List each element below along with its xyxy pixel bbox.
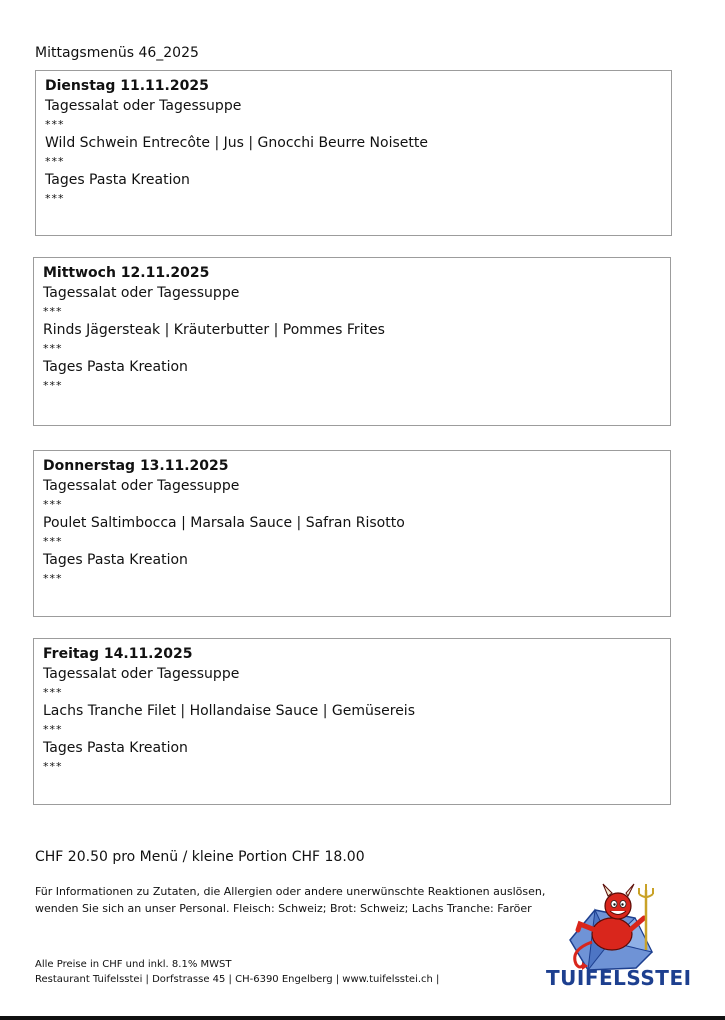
allergen-info: [35, 883, 555, 917]
footer-vat-note: Alle Preise in CHF und inkl. 8.1% MWST: [35, 959, 232, 970]
menu-starter: Tagessalat oder Tagessuppe: [43, 285, 240, 301]
menu-day: Dienstag 11.11.2025: [45, 78, 209, 94]
page-title: Mittagsmenüs 46_2025: [35, 45, 199, 61]
menu-starter: Tagessalat oder Tagessuppe: [43, 666, 240, 682]
menu-card-friday: [33, 638, 671, 805]
menu-starter: Tagessalat oder Tagessuppe: [43, 478, 240, 494]
menu-day: Mittwoch 12.11.2025: [43, 265, 210, 281]
brand-name: TUIFELSSTEI: [546, 966, 692, 990]
menu-separator: ***: [43, 342, 63, 355]
menu-day: Freitag 14.11.2025: [43, 646, 193, 662]
menu-main: Wild Schwein Entrecôte | Jus | Gnocchi Beurre Noisette: [45, 135, 428, 151]
menu-day: Donnerstag 13.11.2025: [43, 458, 229, 474]
menu-starter: Tagessalat oder Tagessuppe: [45, 98, 242, 114]
menu-price: CHF 20.50 pro Menü / kleine Portion CHF 18.00: [35, 849, 365, 865]
menu-separator: ***: [43, 572, 63, 585]
menu-pasta: Tages Pasta Kreation: [43, 552, 188, 568]
menu-card-thursday: [33, 450, 671, 617]
allergen-info-line: wenden Sie sich an unser Personal. Fleisch: Schweiz; Brot: Schweiz; Lachs Tranche: Faröer: [35, 902, 532, 915]
footer-address: Restaurant Tuifelsstei | Dorfstrasse 45 | CH-6390 Engelberg | www.tuifelsstei.ch |: [35, 974, 440, 985]
menu-pasta: Tages Pasta Kreation: [43, 359, 188, 375]
menu-separator: ***: [43, 535, 63, 548]
menu-separator: ***: [43, 723, 63, 736]
footer: [35, 957, 439, 987]
menu-separator: ***: [45, 192, 65, 205]
bottom-rule: [0, 1016, 725, 1020]
menu-separator: ***: [43, 760, 63, 773]
menu-separator: ***: [43, 686, 63, 699]
menu-card-wednesday: [33, 257, 671, 426]
menu-separator: ***: [43, 305, 63, 318]
menu-separator: ***: [45, 118, 65, 131]
menu-pasta: Tages Pasta Kreation: [45, 172, 190, 188]
menu-separator: ***: [45, 155, 65, 168]
menu-main: Rinds Jägersteak | Kräuterbutter | Pommes Frites: [43, 322, 385, 338]
allergen-info-line: Für Informationen zu Zutaten, die Allergien oder andere unerwünschte Reaktionen auslösen,: [35, 885, 546, 898]
menu-pasta: Tages Pasta Kreation: [43, 740, 188, 756]
menu-main: Lachs Tranche Filet | Hollandaise Sauce | Gemüsereis: [43, 703, 415, 719]
menu-card-tuesday: [35, 70, 672, 236]
menu-separator: ***: [43, 498, 63, 511]
menu-separator: ***: [43, 379, 63, 392]
menu-main: Poulet Saltimbocca | Marsala Sauce | Safran Risotto: [43, 515, 405, 531]
